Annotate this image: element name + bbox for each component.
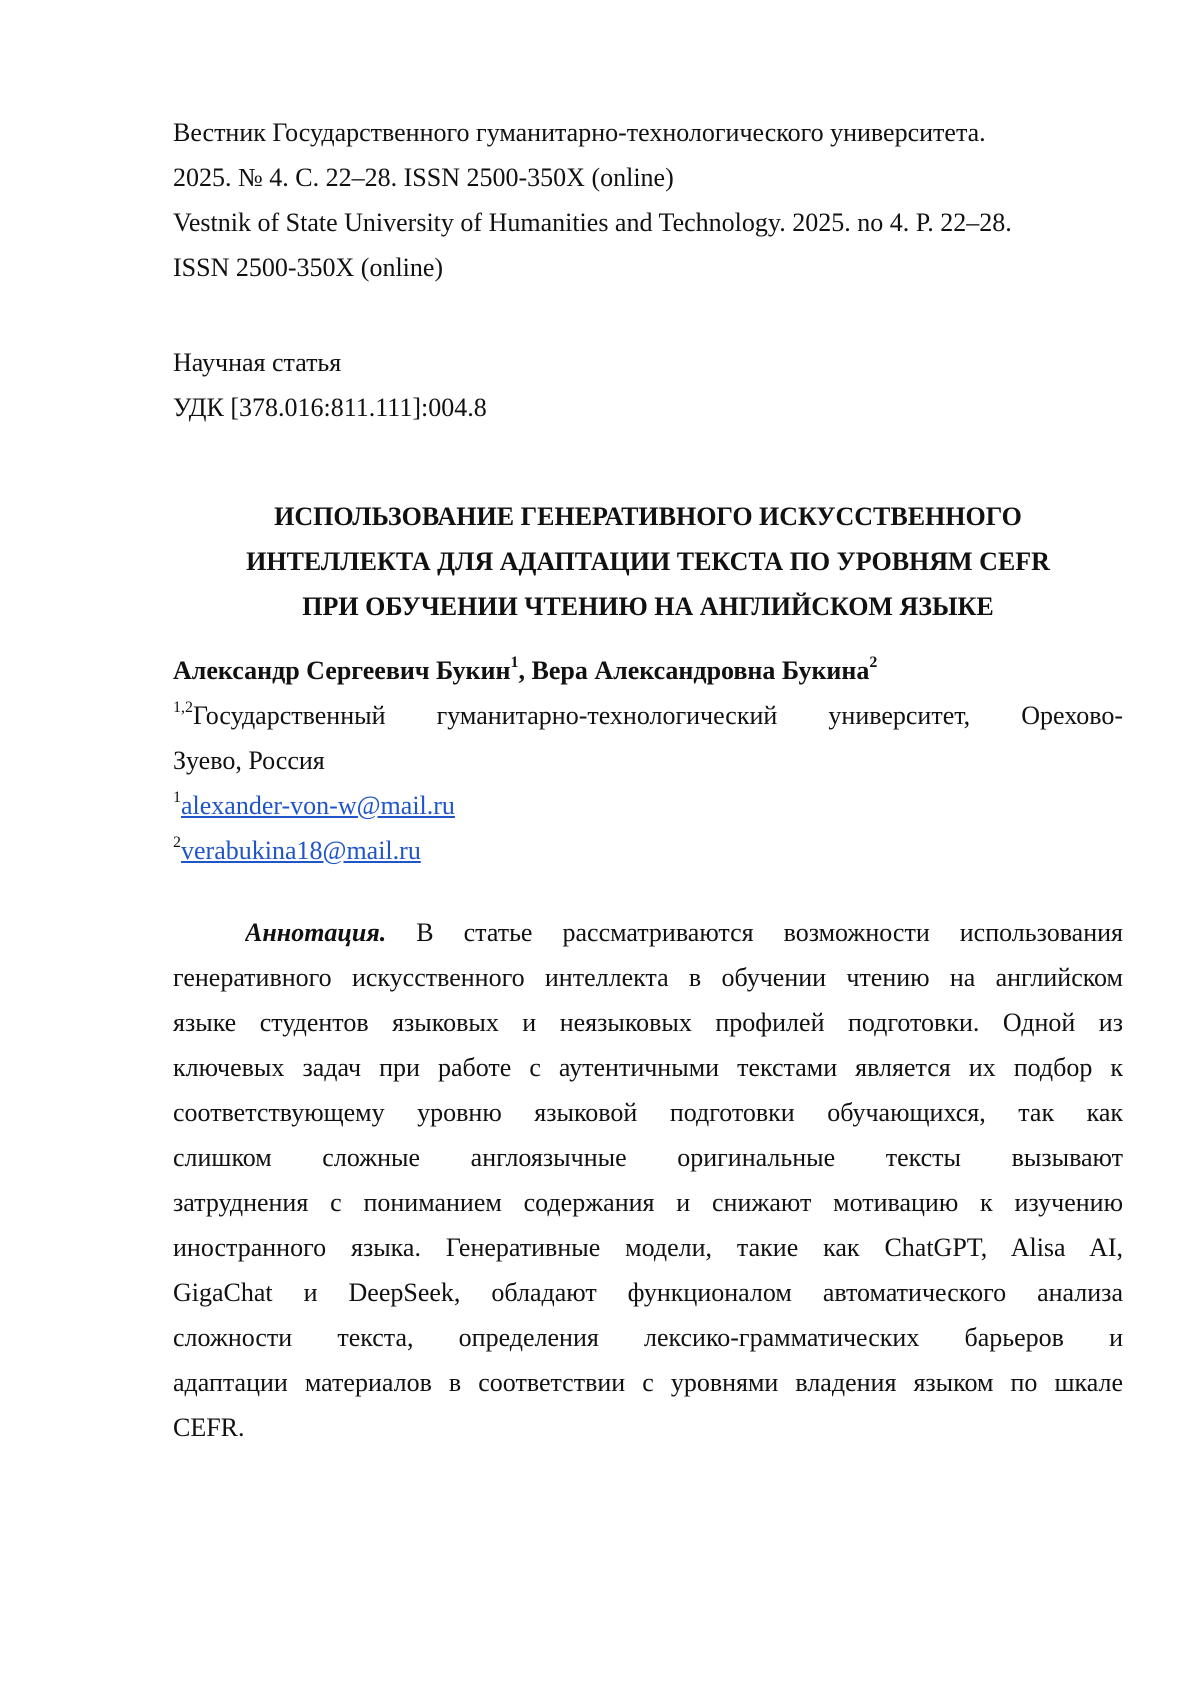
authors-line [173, 656, 877, 686]
abstract-line-10: сложности текста, определения лексико-грамматических барьеров и [173, 1323, 1123, 1352]
abstract-first-line-text: В статье рассматриваются возможности использования [416, 918, 1123, 947]
udc-code: УДК [378.016:811.111]:004.8 [173, 393, 487, 422]
article-type: Научная статья [173, 348, 342, 377]
author-2-sup: 2 [869, 654, 878, 672]
abstract-line-2: генеративного искусственного интеллекта в обучении чтению на английском [173, 963, 1123, 992]
email-2-sup: 2 [173, 834, 181, 852]
email-link-2[interactable]: verabukina18@mail.ru [181, 836, 421, 865]
journal-header-line-4: ISSN 2500-350X (online) [173, 253, 444, 282]
article-title-line-2: ИНТЕЛЛЕКТА ДЛЯ АДАПТАЦИИ ТЕКСТА ПО УРОВНЯМ CEFR [246, 547, 1050, 576]
article-title-line-1: ИСПОЛЬЗОВАНИЕ ГЕНЕРАТИВНОГО ИСКУССТВЕННОГО [274, 502, 1022, 531]
email-line-1 [173, 791, 455, 821]
abstract-line-12: CEFR. [173, 1413, 245, 1442]
abstract-line-4: ключевых задач при работе с аутентичными текстами является их подбор к [173, 1053, 1123, 1082]
abstract-label: Аннотация. [245, 918, 387, 947]
email-1-sup: 1 [173, 789, 181, 807]
journal-header-line-1: Вестник Государственного гуманитарно-технологического университета. [173, 118, 986, 147]
abstract-line-3: языке студентов языковых и неязыковых профилей подготовки. Одной из [173, 1008, 1123, 1037]
author-2-name: Вера Александровна Букина [531, 656, 870, 685]
journal-header-line-3: Vestnik of State University of Humanities and Technology. 2025. no 4. P. 22–28. [173, 208, 1012, 237]
authors-separator: , [518, 656, 532, 685]
journal-header-line-2: 2025. № 4. С. 22–28. ISSN 2500-350X (online) [173, 163, 674, 192]
affiliation-line-1 [173, 701, 1123, 733]
affiliation-line-2: Зуево, Россия [173, 746, 325, 775]
affiliation-text-1: Государственный гуманитарно-технологический университет, Орехово- [193, 701, 1123, 730]
abstract-line-8: иностранного языка. Генеративные модели, такие как ChatGPT, Alisa AI, [173, 1233, 1123, 1262]
abstract-line-1 [245, 918, 1123, 950]
author-1-name: Александр Сергеевич Букин [173, 656, 511, 685]
abstract-line-11: адаптации материалов в соответствии с уровнями владения языком по шкале [173, 1368, 1123, 1397]
abstract-line-7: затруднения с пониманием содержания и снижают мотивацию к изучению [173, 1188, 1123, 1217]
abstract-line-6: слишком сложные англоязычные оригинальные тексты вызывают [173, 1143, 1123, 1172]
article-title-line-3: ПРИ ОБУЧЕНИИ ЧТЕНИЮ НА АНГЛИЙСКОМ ЯЗЫКЕ [302, 592, 994, 621]
author-1-sup: 1 [510, 654, 519, 672]
abstract-line-9: GigaChat и DeepSeek, обладают функционалом автоматического анализа [173, 1278, 1123, 1307]
email-link-1[interactable]: alexander-von-w@mail.ru [181, 791, 455, 820]
email-line-2 [173, 836, 421, 866]
abstract-line-5: соответствующему уровню языковой подготовки обучающихся, так как [173, 1098, 1123, 1127]
affiliation-sup: 1,2 [173, 701, 193, 717]
